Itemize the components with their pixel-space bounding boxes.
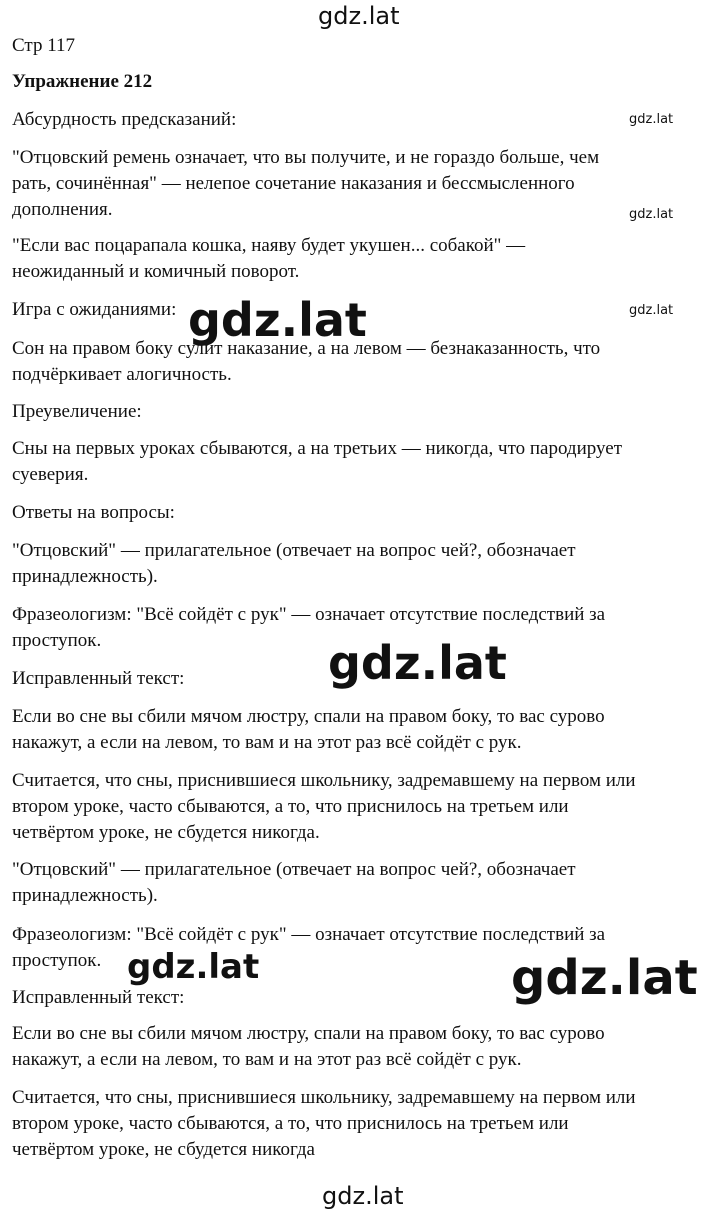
- watermark-bottom: gdz.lat: [322, 1182, 404, 1210]
- watermark-overlay-1: gdz.lat: [188, 293, 367, 347]
- paragraph-line: подчёркивает алогичность.: [12, 364, 232, 385]
- watermark-lower-left: gdz.lat: [127, 947, 260, 987]
- paragraph-line: Исправленный текст:: [12, 668, 185, 689]
- page-label: Стр 117: [12, 35, 76, 56]
- paragraph-line: суеверия.: [12, 464, 89, 485]
- paragraph-line: Абсурдность предсказаний:: [12, 109, 237, 130]
- paragraph-line: принадлежность).: [12, 566, 158, 587]
- paragraph-line: втором уроке, часто сбываются, а то, что приснилось на третьем или: [12, 796, 569, 817]
- exercise-title: Упражнение 212: [12, 71, 153, 92]
- paragraph-line: Фразеологизм: "Всё сойдёт с рук" — означает отсутствие последствий за: [12, 924, 606, 945]
- paragraph-line: "Если вас поцарапала кошка, наяву будет укушен... собакой" —: [12, 235, 526, 256]
- watermark-right-1: gdz.lat: [629, 112, 674, 127]
- paragraph-line: Исправленный текст:: [12, 987, 185, 1008]
- paragraph-line: Сон на правом боку сулит наказание, а на левом — безнаказанность, что: [12, 338, 601, 359]
- paragraph-line: Если во сне вы сбили мячом люстру, спали на правом боку, то вас сурово: [12, 1023, 605, 1044]
- paragraph-line: накажут, а если на левом, то вам и на этот раз всё сойдёт с рук.: [12, 732, 522, 753]
- paragraph-line: втором уроке, часто сбываются, а то, что приснилось на третьем или: [12, 1113, 569, 1134]
- watermark-center: gdz.lat: [328, 636, 507, 690]
- paragraph-line: Фразеологизм: "Всё сойдёт с рук" — означает отсутствие последствий за: [12, 604, 606, 625]
- paragraph-line: "Отцовский" — прилагательное (отвечает на вопрос чей?, обозначает: [12, 540, 576, 561]
- watermark-top: gdz.lat: [318, 2, 400, 30]
- paragraph-line: рать, сочинённая" — нелепое сочетание наказания и бессмысленного: [12, 173, 575, 194]
- paragraph-line: неожиданный и комичный поворот.: [12, 261, 300, 282]
- paragraph-line: четвёртом уроке, не сбудется никогда: [12, 1139, 315, 1160]
- paragraph-line: Считается, что сны, приснившиеся школьнику, задремавшему на первом или: [12, 770, 636, 791]
- paragraph-line: накажут, а если на левом, то вам и на этот раз всё сойдёт с рук.: [12, 1049, 522, 1070]
- paragraph-line: Игра с ожиданиями:: [12, 299, 177, 320]
- paragraph-line: "Отцовский ремень означает, что вы получите, и не гораздо больше, чем: [12, 147, 600, 168]
- watermark-right-3: gdz.lat: [629, 303, 674, 318]
- paragraph-line: принадлежность).: [12, 885, 158, 906]
- paragraph-line: Преувеличение:: [12, 401, 142, 422]
- paragraph-line: дополнения.: [12, 199, 113, 220]
- paragraph-line: Считается, что сны, приснившиеся школьнику, задремавшему на первом или: [12, 1087, 636, 1108]
- watermark-lower-right: gdz.lat: [511, 950, 698, 1006]
- watermark-right-2: gdz.lat: [629, 207, 674, 222]
- paragraph-line: Если во сне вы сбили мячом люстру, спали на правом боку, то вас сурово: [12, 706, 605, 727]
- paragraph-line: проступок.: [12, 630, 102, 651]
- paragraph-line: четвёртом уроке, не сбудется никогда.: [12, 822, 320, 843]
- paragraph-line: Сны на первых уроках сбываются, а на третьих — никогда, что пародирует: [12, 438, 622, 459]
- paragraph-line: проступок.: [12, 950, 102, 971]
- paragraph-line: "Отцовский" — прилагательное (отвечает на вопрос чей?, обозначает: [12, 859, 576, 880]
- paragraph-line: Ответы на вопросы:: [12, 502, 175, 523]
